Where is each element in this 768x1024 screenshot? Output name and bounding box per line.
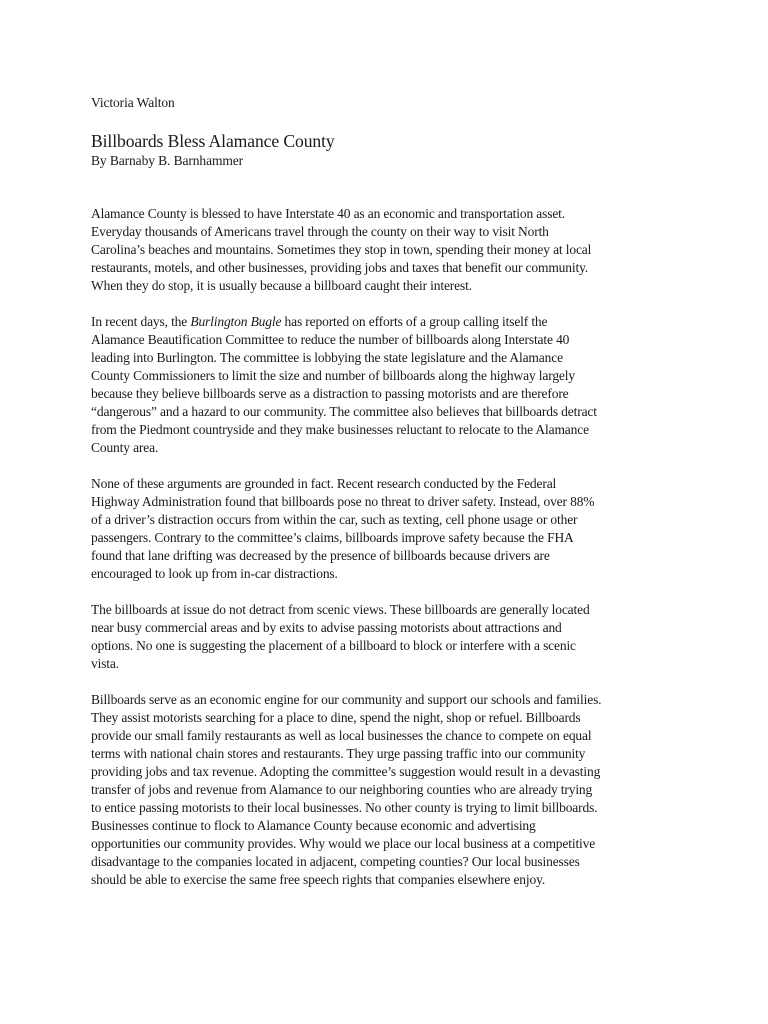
line: because they believe billboards serve as a distraction to passing motorists and are therefore [91, 386, 569, 401]
line: to entice passing motorists to their local businesses. No other county is trying to limit billboards. [91, 800, 598, 815]
line: Alamance County is blessed to have Interstate 40 as an economic and transportation asset. [91, 206, 566, 221]
line: When they do stop, it is usually because a billboard caught their interest. [91, 278, 472, 293]
line: “dangerous” and a hazard to our community. The committee also believes that billboards detract [91, 404, 597, 419]
line: has reported on efforts of a group calling itself the [281, 314, 548, 329]
line: disadvantage to the companies located in adjacent, competing counties? Our local businesses [91, 854, 580, 869]
line: Highway Administration found that billboards pose no threat to driver safety. Instead, over 88% [91, 494, 595, 509]
paragraph-3 [91, 475, 691, 583]
document-page [91, 94, 691, 907]
line: from the Piedmont countryside and they make businesses reluctant to relocate to the Alamance [91, 422, 589, 437]
line: found that lane drifting was decreased by the presence of billboards because drivers are [91, 548, 550, 563]
line: Everyday thousands of Americans travel through the county on their way to visit North [91, 224, 549, 239]
line: restaurants, motels, and other businesses, providing jobs and taxes that benefit our community. [91, 260, 589, 275]
article-title: Billboards Bless Alamance County [91, 131, 335, 151]
paragraph-4 [91, 601, 691, 673]
line: provide our small family restaurants as well as local businesses the chance to compete on equal [91, 728, 592, 743]
line: They assist motorists searching for a place to dine, spend the night, shop or refuel. Billboards [91, 710, 581, 725]
line: providing jobs and tax revenue. Adopting the committee’s suggestion would result in a devasting [91, 764, 601, 779]
newspaper-name: Burlington Bugle [190, 314, 282, 329]
line: should be able to exercise the same free speech rights that companies elsewhere enjoy. [91, 872, 546, 887]
line: In recent days, the [91, 314, 191, 329]
paragraph-5 [91, 691, 691, 889]
author-name: Victoria Walton [91, 95, 175, 110]
article-body [91, 205, 691, 889]
line: County area. [91, 440, 159, 455]
line: opportunities our community provides. Why would we place our local business at a competitive [91, 836, 596, 851]
line: terms with national chain stores and restaurants. They urge passing traffic into our community [91, 746, 586, 761]
line: Carolina’s beaches and mountains. Sometimes they stop in town, spending their money at local [91, 242, 592, 257]
line: near busy commercial areas and by exits to advise passing motorists about attractions and [91, 620, 562, 635]
line: County Commissioners to limit the size and number of billboards along the highway largely [91, 368, 575, 383]
line: Alamance Beautification Committee to reduce the number of billboards along Interstate 40 [91, 332, 570, 347]
paragraph-2 [91, 313, 691, 457]
line: Businesses continue to flock to Alamance County because economic and advertising [91, 818, 536, 833]
paragraph-1 [91, 205, 691, 295]
line: None of these arguments are grounded in fact. Recent research conducted by the Federal [91, 476, 557, 491]
line: options. No one is suggesting the placement of a billboard to block or interfere with a scenic [91, 638, 576, 653]
article-byline: By Barnaby B. Barnhammer [91, 153, 244, 168]
line: of a driver’s distraction occurs from within the car, such as texting, cell phone usage or other [91, 512, 578, 527]
line: The billboards at issue do not detract from scenic views. These billboards are generally located [91, 602, 590, 617]
line: leading into Burlington. The committee is lobbying the state legislature and the Alamance [91, 350, 563, 365]
line: transfer of jobs and revenue from Alamance to our neighboring counties who are already trying [91, 782, 593, 797]
line: encouraged to look up from in-car distractions. [91, 566, 338, 581]
line: vista. [91, 656, 119, 671]
line: Billboards serve as an economic engine for our community and support our schools and families. [91, 692, 602, 707]
line: passengers. Contrary to the committee’s claims, billboards improve safety because the FHA [91, 530, 574, 545]
